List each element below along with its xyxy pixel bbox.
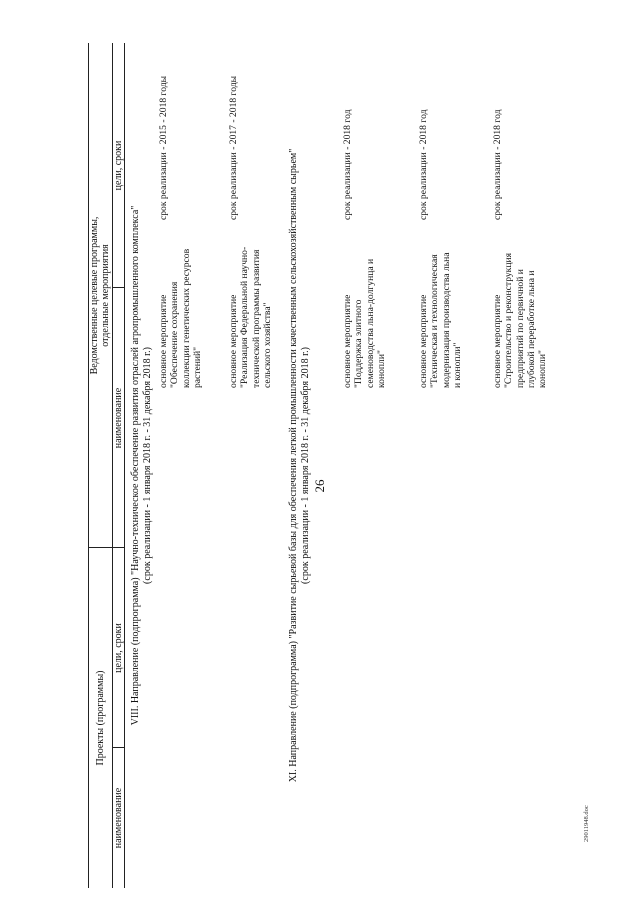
item-name-line: основное мероприятие bbox=[158, 294, 169, 388]
item-name-line: основное мероприятие bbox=[492, 294, 503, 388]
list-item-name bbox=[228, 238, 273, 388]
list-item-name bbox=[418, 238, 463, 388]
header-dept-goals: цели, сроки bbox=[113, 140, 124, 191]
section-title-line2: (срок реализации - 1 января 2018 г. - 31 декабря 2018 г.) bbox=[141, 347, 153, 584]
section-title-line2: (срок реализации - 1 января 2018 г. - 31 декабря 2018 г.) bbox=[299, 347, 311, 584]
list-item-name bbox=[342, 238, 387, 388]
item-name-line: "Строительство и реконструкция bbox=[503, 252, 515, 388]
list-item-name bbox=[492, 238, 549, 388]
list-item-term: срок реализации - 2018 год bbox=[342, 109, 353, 220]
item-name-line: "Реализация Федеральной научно- bbox=[239, 246, 251, 388]
item-name-line: растений" bbox=[191, 346, 203, 388]
item-name-line: конопли" bbox=[537, 350, 549, 388]
list-item-term: срок реализации - 2018 год bbox=[418, 109, 429, 220]
header-projects-group: Проекты (программы) bbox=[95, 670, 106, 766]
item-name-line: сельского хозяйства" bbox=[261, 302, 273, 388]
item-name-line: конопли" bbox=[375, 350, 387, 388]
item-name-line: "Обеспечение сохранения bbox=[169, 281, 181, 388]
section-title bbox=[288, 43, 311, 888]
item-name-line: основное мероприятие bbox=[418, 294, 429, 388]
header-projects-goals: цели, сроки bbox=[113, 623, 124, 673]
item-name-line: коллекции генетических ресурсов bbox=[180, 248, 192, 388]
item-name-line: основное мероприятие bbox=[342, 294, 353, 388]
list-item-term: срок реализации - 2015 - 2018 годы bbox=[158, 75, 169, 220]
item-name-line: семеноводства льна-долгунца и bbox=[364, 258, 376, 388]
section-title bbox=[130, 43, 153, 888]
list-item-term: срок реализации - 2017 - 2018 годы bbox=[228, 75, 239, 220]
item-name-line: "Техническая и технологическая bbox=[429, 254, 441, 388]
header-dept-name: наименование bbox=[113, 387, 124, 449]
page-number: 26 bbox=[312, 479, 327, 493]
header-dept-group-line1: Ведомственные целевые программы, bbox=[89, 216, 100, 375]
header-dept-group-line2: отдельные мероприятия bbox=[100, 244, 111, 347]
item-name-line: глубокой переработке льна и bbox=[525, 270, 537, 388]
item-name-line: предприятий по первичной и bbox=[514, 269, 526, 388]
item-name-line: модернизация производства льна bbox=[440, 252, 452, 388]
rotated-table-sheet bbox=[80, 43, 640, 888]
footer-file-name: 29011948.doc bbox=[583, 805, 590, 842]
section-title-line1: XI. Направление (подпрограмма) "Развитие сырьевой базы для обеспечения легкой промышленности качественным сельскохозяйственным сырьем" bbox=[288, 148, 299, 783]
list-item-name bbox=[158, 238, 203, 388]
item-name-line: и конопли" bbox=[451, 342, 463, 388]
list-item-term: срок реализации - 2018 год bbox=[492, 109, 503, 220]
item-name-line: "Поддержка элитного bbox=[353, 299, 365, 388]
section-title-line1: VIII. Направление (подпрограмма) "Научно-техническое обеспечение развития отраслей агропромышленного комплекса" bbox=[130, 205, 141, 726]
item-name-line: основное мероприятие bbox=[228, 294, 239, 388]
header-projects-name: наименование bbox=[113, 787, 124, 849]
item-name-line: технической программы развития bbox=[250, 249, 262, 388]
